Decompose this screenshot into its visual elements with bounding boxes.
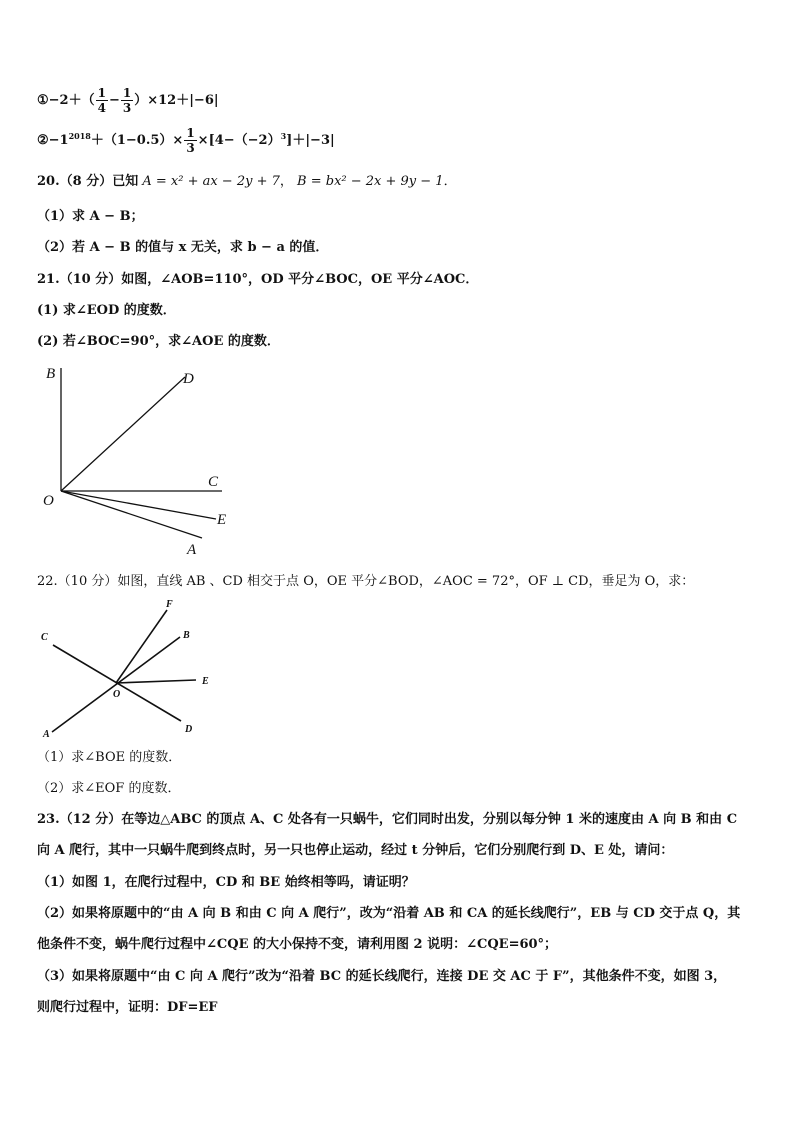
ray-OA	[61, 491, 202, 538]
label-E: E	[217, 512, 227, 528]
q20-expr-a: A = x² + ax − 2y + 7	[142, 174, 280, 189]
calc1-tail: ）×12＋|−6|	[134, 93, 219, 108]
question-22-part-1: （1）求∠BOE 的度数．	[37, 750, 182, 765]
question-21-part-1: (1) 求∠EOD 的度数．	[37, 303, 176, 318]
figure-q22-lines	[52, 610, 196, 732]
figure-q21	[35, 362, 275, 562]
question-23-line-2: 向 A 爬行，其中一只蜗牛爬到终点时，另一只也停止运动，经过 t 分钟后，它们分别爬行到 D、E 处，请问：	[37, 843, 674, 858]
label-C: C	[208, 474, 219, 490]
frac2-denominator: 3	[122, 101, 132, 115]
label-E: E	[202, 676, 209, 687]
calc2-tail-exponent: 3	[280, 131, 287, 141]
q20-head: 20.（8 分）已知	[37, 174, 139, 189]
calc-line-1	[37, 86, 219, 115]
frac3-denominator: 3	[186, 141, 195, 155]
ray-OE	[116, 680, 196, 683]
question-23-part-2-line-2: 他条件不变，蜗牛爬行过程中∠CQE 的大小保持不变，请利用图 2 说明：∠CQE=60°；	[37, 937, 558, 952]
question-23-line-1: 23.（12 分）在等边△ABC 的顶点 A、C 处各有一只蜗牛，它们同时出发，分别以每分钟 1 米的速度由 A 向 B 和由 C	[37, 812, 738, 827]
fraction-one-third	[121, 86, 133, 115]
frac1-denominator: 4	[97, 101, 106, 115]
question-23-part-2-line-1: （2）如果将原题中的“由 A 向 B 和由 C 向 A 爬行”，改为“沿着 AB 和 CA 的延长线爬行”，EB 与 CD 交于点 Q，其	[37, 906, 741, 921]
question-22: 22.（10 分）如图，直线 AB 、CD 相交于点 O，OE 平分∠BOD，∠AOC = 72°，OF ⊥ CD，垂足为 O，求：	[37, 574, 695, 589]
label-B: B	[46, 366, 56, 382]
calc1-minus: −	[108, 93, 120, 108]
label-B: B	[183, 630, 190, 641]
label-F: F	[166, 599, 173, 610]
question-21: 21.（10 分）如图，∠AOB=110°，OD 平分∠BOC，OE 平分∠AOC．	[37, 272, 479, 287]
calc2-tail-a: ×[4−（−2）	[197, 133, 281, 148]
figure-q21-rays	[61, 368, 222, 538]
question-20-part-1: （1）求 A − B；	[37, 209, 144, 224]
line-AB	[52, 637, 180, 732]
frac1-numerator: 1	[97, 86, 106, 100]
label-O: O	[43, 493, 54, 509]
ray-OF	[116, 610, 167, 683]
label-C: C	[41, 632, 48, 643]
calc1-lead: ①−2＋（	[37, 93, 95, 108]
ray-OE	[61, 491, 216, 519]
question-22-part-2: （2）求∠EOF 的度数．	[37, 781, 181, 796]
label-A: A	[187, 542, 197, 558]
question-20-part-2: （2）若 A − B 的值与 x 无关，求 b − a 的值．	[37, 240, 329, 255]
calc-line-2	[37, 126, 335, 155]
ray-OD	[61, 377, 185, 491]
calc2-lead: ②−1	[37, 133, 69, 148]
calc2-exponent: 2018	[68, 131, 91, 141]
q20-sep: ，	[279, 174, 293, 189]
fraction-one-quarter	[96, 86, 108, 115]
calc2-mid: ＋（1−0.5）×	[90, 133, 184, 148]
calc2-tail-b: ]＋|−3|	[286, 133, 335, 148]
label-D: D	[185, 724, 193, 735]
label-O: O	[113, 689, 121, 700]
fraction-one-third-2	[184, 126, 196, 155]
question-23-part-3-line-1: （3）如果将原题中“由 C 向 A 爬行”改为“沿着 BC 的延长线爬行，连接 DE 交 AC 于 F”，其他条件不变，如图 3，	[37, 969, 727, 984]
frac2-numerator: 1	[122, 86, 132, 100]
q20-end: ．	[443, 174, 457, 189]
label-A: A	[43, 729, 50, 740]
question-21-part-2: (2) 若∠BOC=90°，求∠AOE 的度数．	[37, 334, 280, 349]
frac3-numerator: 1	[186, 126, 195, 140]
question-23-part-1: （1）如图 1，在爬行过程中，CD 和 BE 始终相等吗，请证明？	[37, 875, 415, 890]
question-23-part-3-line-2: 则爬行过程中，证明：DF=EF	[37, 1000, 218, 1015]
label-D: D	[183, 371, 194, 387]
figure-q22	[35, 595, 235, 745]
question-20	[37, 174, 457, 190]
q20-expr-b: B = bx² − 2x + 9y − 1	[297, 174, 444, 189]
